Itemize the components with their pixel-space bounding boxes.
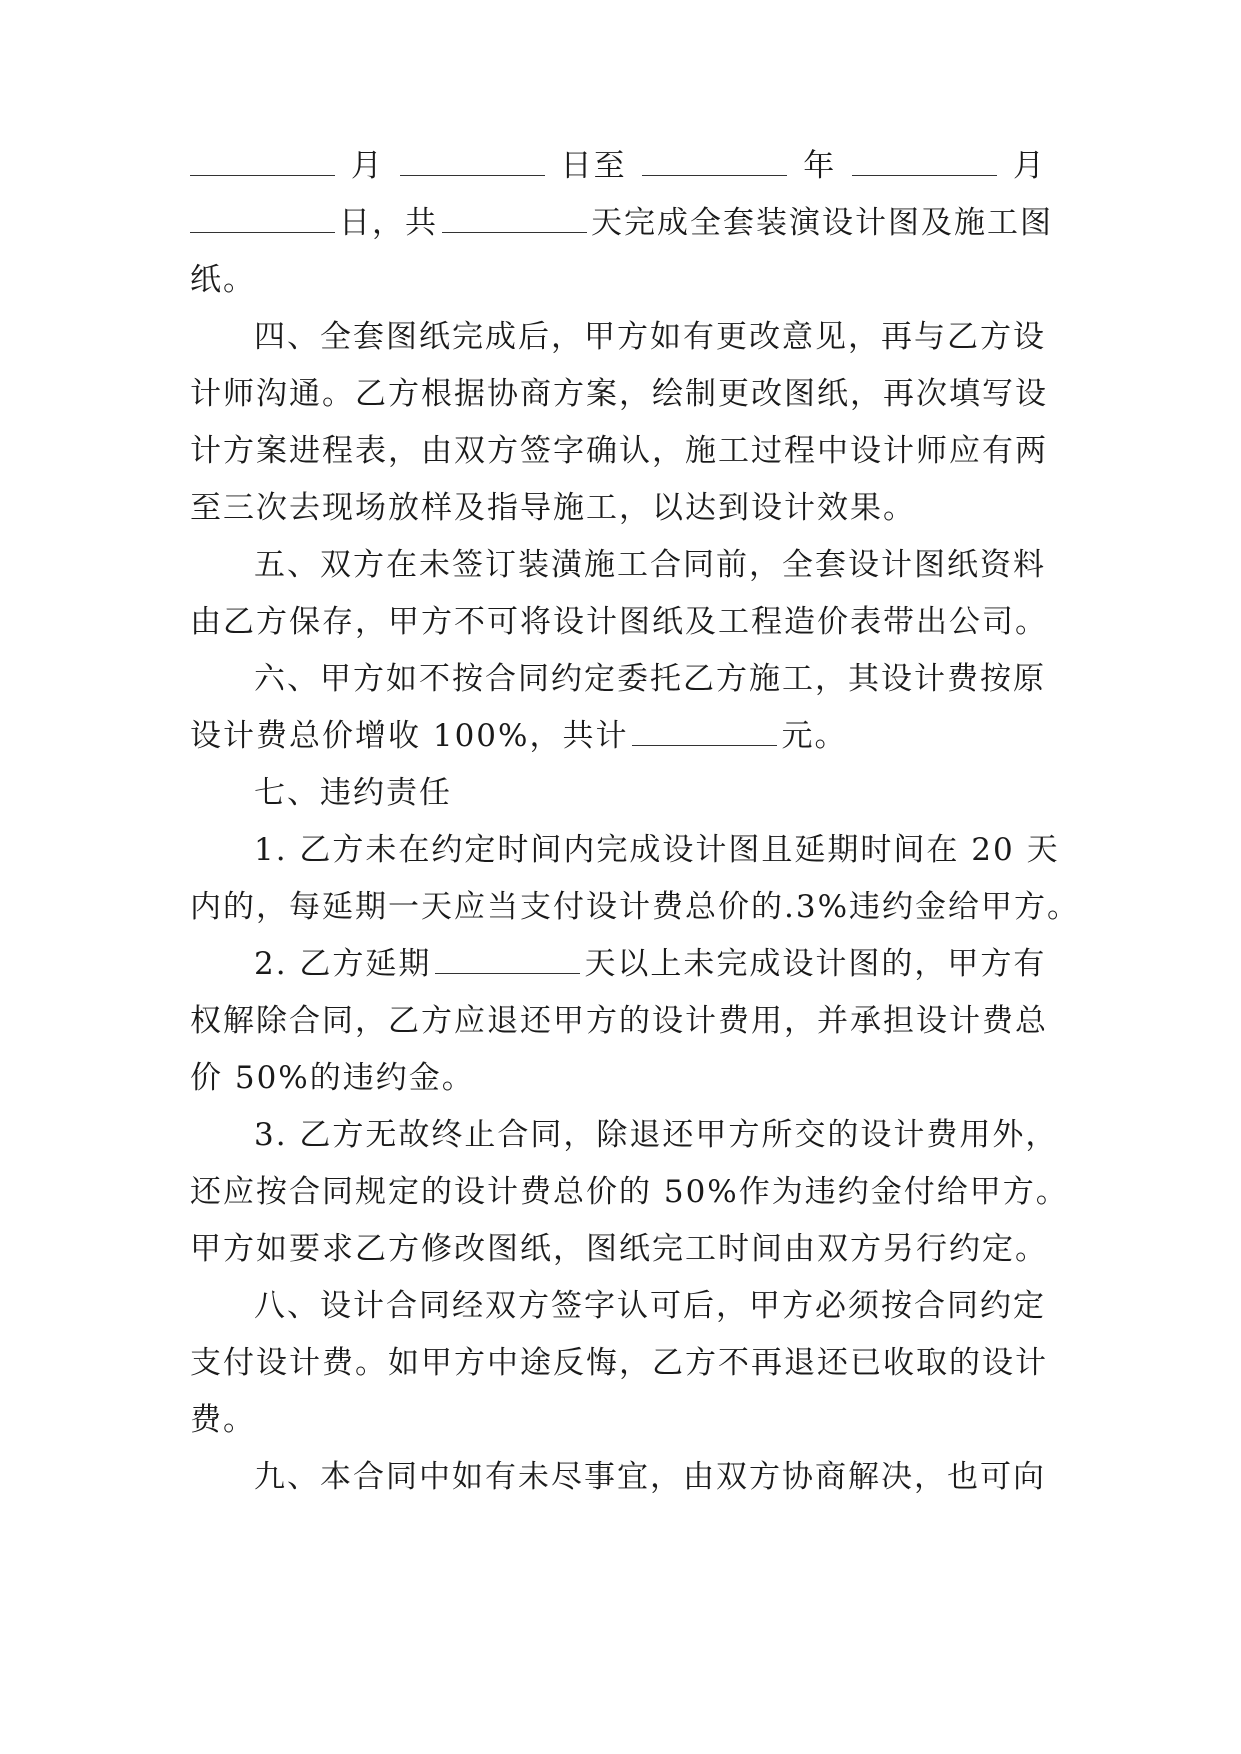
paragraph-line: 费。 <box>190 1402 256 1438</box>
days-line <box>190 194 1053 252</box>
clause-5-line: 五、双方在未签订装潢施工合同前，全套设计图纸资料 <box>254 547 1046 583</box>
clause-6-line: 六、甲方如不按合同约定委托乙方施工，其设计费按原 <box>254 661 1046 697</box>
text-segment: 天完成全套装演设计图及施工图 <box>591 205 1053 241</box>
text-segment: 元。 <box>781 718 848 754</box>
paragraph-line: 支付设计费。如甲方中途反悔，乙方不再退还已收取的设计 <box>190 1345 1048 1381</box>
text-segment: 2. 乙方延期 <box>254 946 432 982</box>
paragraph-line: 权解除合同，乙方应退还甲方的设计费用，并承担设计费总 <box>190 1003 1048 1039</box>
blank-field[interactable] <box>435 945 580 974</box>
blank-field[interactable] <box>442 204 587 233</box>
blank-field[interactable] <box>400 147 545 176</box>
text-segment: 年 <box>803 148 837 184</box>
paragraph-line: 内的，每延期一天应当支付设计费总价的.3%违约金给甲方。 <box>190 889 1081 925</box>
paragraph-line: 纸。 <box>190 262 256 298</box>
text-segment: 日，共 <box>339 205 438 241</box>
item-1-line: 1. 乙方未在约定时间内完成设计图且延期时间在 20 天 <box>254 832 1060 868</box>
blank-field[interactable] <box>190 147 335 176</box>
item-2-line <box>190 935 1114 993</box>
clause-8-line: 八、设计合同经双方签字认可后，甲方必须按合同约定 <box>254 1288 1046 1324</box>
paragraph-line: 甲方如要求乙方修改图纸，图纸完工时间由双方另行约定。 <box>190 1231 1048 1267</box>
text-segment: 天以上未完成设计图的，甲方有 <box>584 946 1047 982</box>
paragraph-line: 计师沟通。乙方根据协商方案，绘制更改图纸，再次填写设 <box>190 376 1048 412</box>
text-segment: 设计费总价增收 100%，共计 <box>190 718 629 754</box>
paragraph-line: 还应按合同规定的设计费总价的 50%作为违约金付给甲方。 <box>190 1174 1069 1210</box>
fee-total-line <box>190 707 1050 765</box>
paragraph-line: 由乙方保存，甲方不可将设计图纸及工程造价表带出公司。 <box>190 604 1048 640</box>
paragraph-line: 至三次去现场放样及指导施工，以达到设计效果。 <box>190 490 916 526</box>
clause-9-line: 九、本合同中如有未尽事宜，由双方协商解决，也可向 <box>254 1459 1046 1495</box>
text-segment: 日至 <box>560 148 627 184</box>
text-segment: 月 <box>350 148 384 184</box>
clause-4-line: 四、全套图纸完成后，甲方如有更改意见，再与乙方设 <box>254 319 1046 355</box>
paragraph-line: 计方案进程表，由双方签字确认，施工过程中设计师应有两 <box>190 433 1048 469</box>
text-segment: 月 <box>1013 148 1047 184</box>
blank-field[interactable] <box>190 204 335 233</box>
date-range-line <box>190 137 1050 195</box>
clause-7-heading: 七、违约责任 <box>254 775 452 811</box>
blank-field[interactable] <box>852 147 997 176</box>
item-3-line: 3. 乙方无故终止合同，除退还甲方所交的设计费用外， <box>254 1117 1059 1153</box>
blank-field[interactable] <box>632 717 777 746</box>
document-page <box>190 0 1081 1754</box>
blank-field[interactable] <box>642 147 787 176</box>
paragraph-line: 价 50%的违约金。 <box>190 1060 475 1096</box>
